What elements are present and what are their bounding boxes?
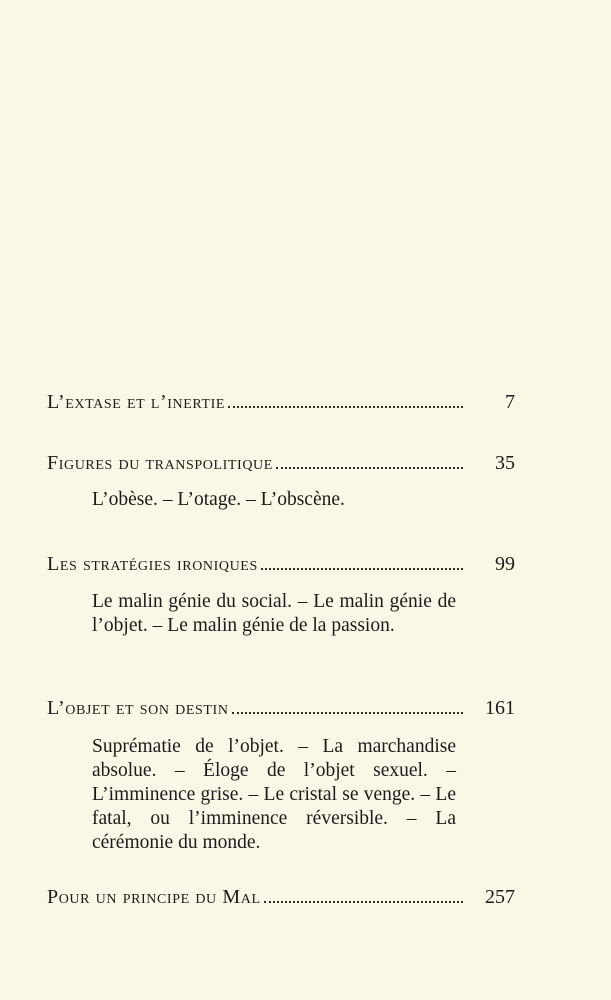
toc-entry-subsections: Suprématie de l’objet. – La marchandise absolue. – Éloge de l’objet sexuel. – L’imminence grise. – Le cristal se venge. – Le fatal, ou l’imminence réversible. – La cérémonie du monde. [92, 736, 456, 853]
toc-entry-page: 99 [495, 553, 515, 575]
toc-entry-title: L’extase et l’inertie [47, 391, 226, 413]
toc-entry-page: 257 [485, 886, 515, 908]
toc-entry [47, 382, 515, 414]
dot-leader [264, 901, 463, 903]
toc-entry-page: 7 [505, 391, 515, 413]
toc-entry [47, 688, 515, 720]
dot-leader [261, 568, 463, 570]
toc-entry-title: Les stratégies ironiques [47, 553, 258, 575]
toc-entry [47, 877, 515, 909]
dot-leader [228, 406, 463, 408]
toc-entry-title: L’objet et son destin [47, 697, 229, 719]
toc-entry-subsections: L’obèse. – L’otage. – L’obscène. [92, 489, 345, 510]
toc-entry-page: 161 [485, 697, 515, 719]
toc-entry-title: Pour un principe du Mal [47, 886, 261, 908]
toc-entry [47, 443, 515, 475]
toc-entry [47, 544, 515, 576]
dot-leader [232, 712, 463, 714]
toc-entry-subsections: Le malin génie du social. – Le malin génie de l’objet. – Le malin génie de la passion. [92, 591, 456, 636]
dot-leader [276, 467, 463, 469]
toc-entry-title: Figures du transpolitique [47, 452, 273, 474]
toc-entry-page: 35 [495, 452, 515, 474]
